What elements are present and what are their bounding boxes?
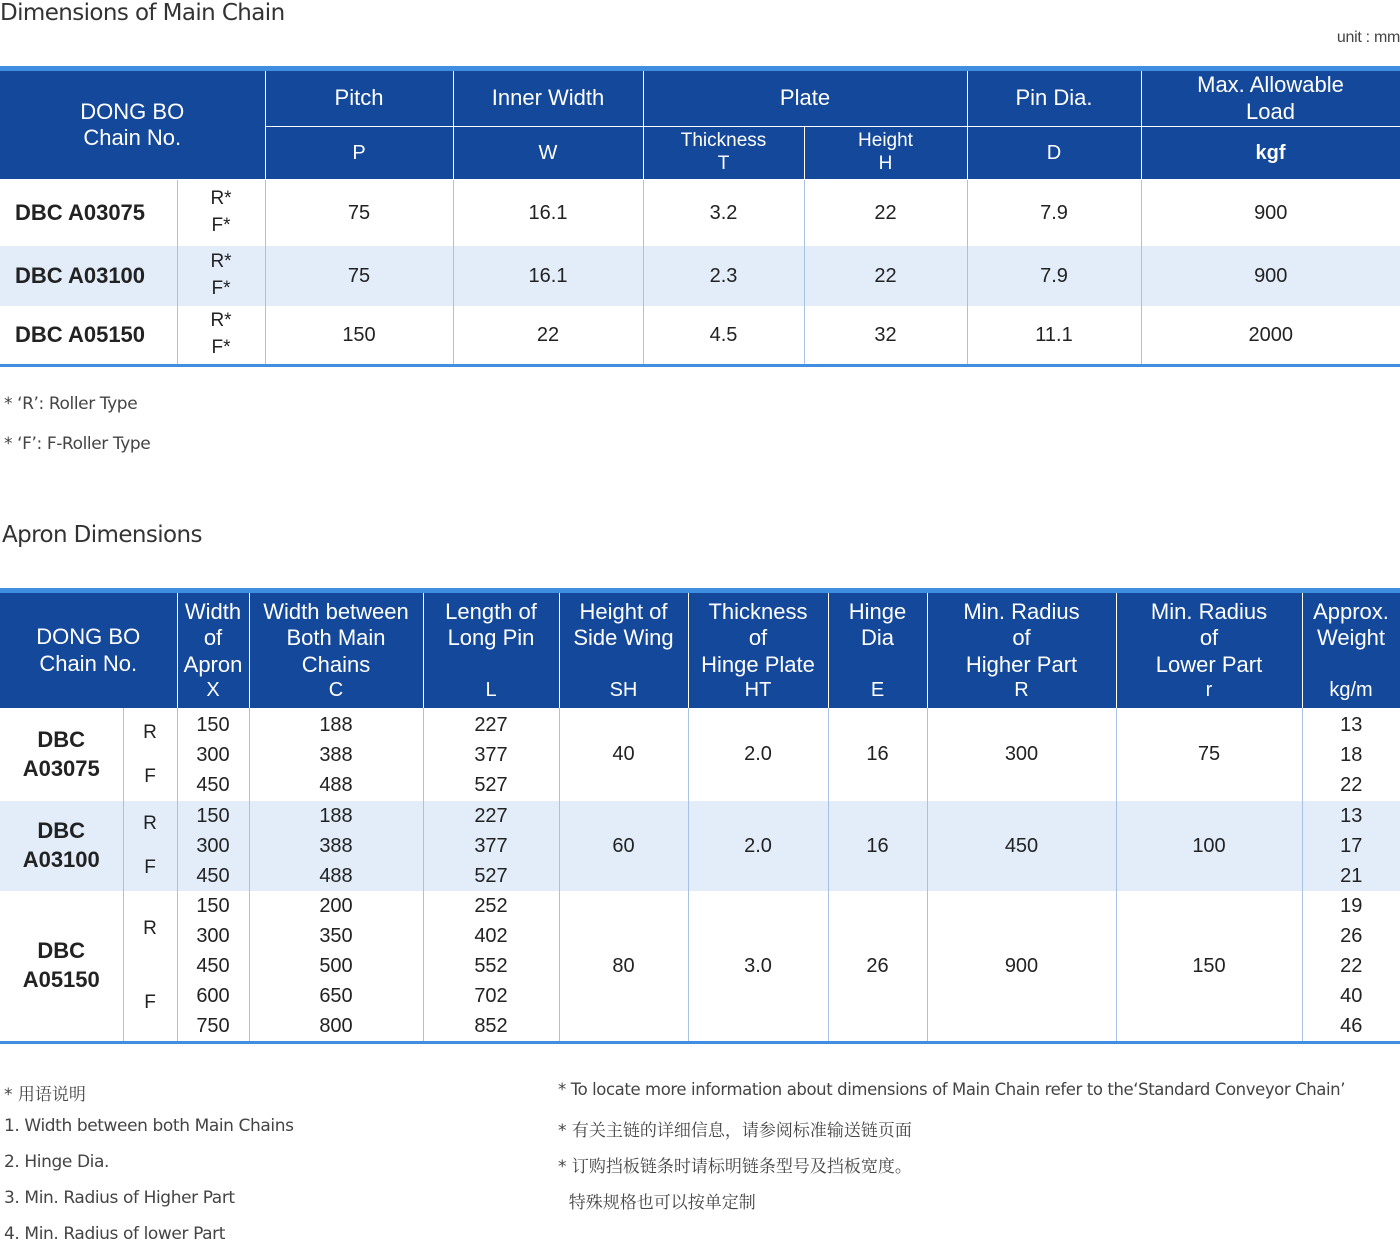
header-radius-lower: Min. Radius of Lower Part r [1116, 591, 1302, 709]
header-chain-no: DONG BO Chain No. [0, 591, 177, 709]
apron-table [0, 588, 1400, 1044]
header-height: Height H [804, 127, 967, 180]
height-value: 22 [804, 246, 967, 306]
note-custom-cn: 特殊规格也可以按单定制 [558, 1193, 756, 1213]
width-apron-values: 150 300 450 [177, 708, 249, 801]
max-load-value: 900 [1141, 180, 1400, 247]
hinge-dia-value: 16 [828, 708, 927, 801]
radius-higher-value: 450 [927, 801, 1116, 891]
hinge-dia-value: 16 [828, 801, 927, 891]
header-inner-width-symbol: W [453, 127, 643, 180]
table-row [0, 246, 1400, 306]
height-wing-value: 80 [559, 891, 688, 1043]
table-row [0, 180, 1400, 247]
thickness-value: 3.2 [643, 180, 804, 247]
note-glossary-title: * 用语说明 [4, 1085, 86, 1105]
table-row [0, 306, 1400, 366]
radius-higher-value: 900 [927, 891, 1116, 1043]
unit-label: unit : mm [1336, 29, 1400, 46]
note-order-cn: * 订购挡板链条时请标明链条型号及挡板宽度。 [558, 1157, 912, 1177]
header-thickness-hinge: Thickness of Hinge Plate HT [688, 591, 828, 709]
note-glossary-1: 1. Width between both Main Chains [4, 1116, 294, 1136]
note-main-chain-reference: * To locate more information about dimensions of Main Chain refer to the‘Standard Conveyor Chain’ [558, 1080, 1346, 1099]
pin-dia-value: 7.9 [967, 246, 1141, 306]
chain-no: DBC A03100 [0, 801, 123, 891]
header-pitch-symbol: P [265, 127, 453, 180]
weight-values: 13 18 22 [1302, 708, 1400, 801]
radius-higher-value: 300 [927, 708, 1116, 801]
height-wing-value: 60 [559, 801, 688, 891]
chain-no: DBC A03100 [0, 246, 177, 306]
width-between-values: 200 350 500 650 800 [249, 891, 423, 1043]
apron-title: Apron Dimensions [2, 522, 202, 548]
weight-values: 19 26 22 40 46 [1302, 891, 1400, 1043]
thickness-value: 2.3 [643, 246, 804, 306]
inner-width-value: 16.1 [453, 246, 643, 306]
note-main-chain-cn: * 有关主链的详细信息，请参阅标准输送链页面 [558, 1121, 912, 1141]
chain-no: DBC A05150 [22, 938, 100, 992]
pitch-value: 150 [265, 306, 453, 366]
radius-lower-value: 100 [1116, 801, 1302, 891]
header-width-apron: Width of Apron X [177, 591, 249, 709]
header-pin-dia: Pin Dia. [967, 69, 1141, 127]
radius-lower-value: 150 [1116, 891, 1302, 1043]
header-width-between: Width between Both Main Chains C [249, 591, 423, 709]
note-roller-type: * ‘R’: Roller Type [4, 394, 138, 414]
hinge-dia-value: 26 [828, 891, 927, 1043]
header-radius-higher: Min. Radius of Higher Part R [927, 591, 1116, 709]
header-pitch: Pitch [265, 69, 453, 127]
thickness-hinge-value: 2.0 [688, 801, 828, 891]
header-thickness: Thickness T [643, 127, 804, 180]
note-glossary-3: 3. Min. Radius of Higher Part [4, 1188, 235, 1208]
header-max-load: Max. Allowable Load [1141, 69, 1400, 127]
header-pin-dia-symbol: D [967, 127, 1141, 180]
header-weight: Approx. Weight kg/m [1302, 591, 1400, 709]
pin-dia-value: 7.9 [967, 180, 1141, 247]
inner-width-value: 16.1 [453, 180, 643, 247]
width-between-values: 188 388 488 [249, 801, 423, 891]
roller-type: R* F* [177, 246, 265, 306]
table-row [0, 801, 1400, 891]
length-pin-values: 252 402 552 702 852 [423, 891, 559, 1043]
chain-no: DBC A03075 [15, 200, 146, 225]
note-f-roller-type: * ‘F’: F-Roller Type [4, 434, 151, 454]
thickness-value: 4.5 [643, 306, 804, 366]
inner-width-value: 22 [453, 306, 643, 366]
pin-dia-value: 11.1 [967, 306, 1141, 366]
width-between-values: 188 388 488 [249, 708, 423, 801]
header-max-load-unit: kgf [1141, 127, 1400, 180]
roller-type: R* F* [177, 180, 265, 247]
height-value: 32 [804, 306, 967, 366]
length-pin-values: 227 377 527 [423, 801, 559, 891]
roller-type: R* F* [177, 306, 265, 366]
height-wing-value: 40 [559, 708, 688, 801]
width-apron-values: 150 300 450 600 750 [177, 891, 249, 1043]
thickness-hinge-value: 3.0 [688, 891, 828, 1043]
roller-type: R F [123, 708, 177, 801]
main-chain-table [0, 66, 1400, 367]
note-glossary-4: 4. Min. Radius of lower Part [4, 1224, 226, 1244]
max-load-value: 900 [1141, 246, 1400, 306]
roller-type: R F [123, 801, 177, 891]
header-inner-width: Inner Width [453, 69, 643, 127]
header-hinge-dia: Hinge Dia E [828, 591, 927, 709]
table-row [0, 891, 1400, 1043]
length-pin-values: 227 377 527 [423, 708, 559, 801]
max-load-value: 2000 [1141, 306, 1400, 366]
roller-type: R F [123, 891, 177, 1043]
main-chain-title: Dimensions of Main Chain [0, 0, 285, 26]
radius-lower-value: 75 [1116, 708, 1302, 801]
header-chain-no: DONG BO Chain No. [0, 69, 265, 180]
chain-no: DBC A05150 [15, 322, 146, 347]
height-value: 22 [804, 180, 967, 247]
pitch-value: 75 [265, 180, 453, 247]
pitch-value: 75 [265, 246, 453, 306]
note-glossary-2: 2. Hinge Dia. [4, 1152, 109, 1172]
weight-values: 13 17 21 [1302, 801, 1400, 891]
header-length-pin: Length of Long Pin L [423, 591, 559, 709]
table-row [0, 708, 1400, 801]
thickness-hinge-value: 2.0 [688, 708, 828, 801]
width-apron-values: 150 300 450 [177, 801, 249, 891]
header-plate: Plate [643, 69, 967, 127]
chain-no: DBC A03075 [22, 726, 100, 781]
header-height-wing: Height of Side Wing SH [559, 591, 688, 709]
